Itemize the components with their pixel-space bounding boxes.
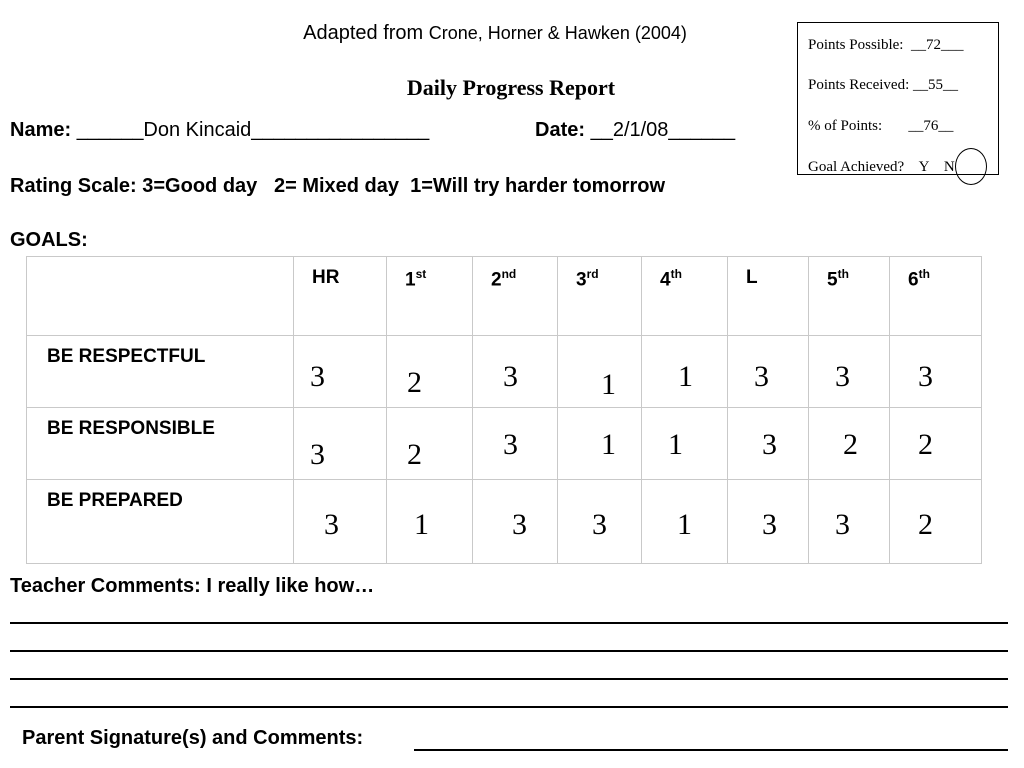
goal-achieved-circle-mark — [955, 148, 987, 185]
goal-label: BE PREPARED — [47, 490, 183, 511]
column-header-text: 3 — [576, 269, 587, 291]
attribution-citation: Crone, Horner & Hawken (2004) — [428, 23, 687, 43]
date-field[interactable] — [535, 119, 735, 142]
comment-line[interactable] — [10, 650, 1008, 652]
score-cell[interactable] — [473, 480, 558, 564]
table-row — [27, 408, 982, 480]
score-cell[interactable] — [294, 336, 387, 408]
score-cell[interactable] — [387, 336, 473, 408]
comment-line[interactable] — [10, 706, 1008, 708]
score-cell[interactable] — [809, 408, 890, 480]
score-cell[interactable] — [558, 480, 642, 564]
score-value: 3 — [762, 508, 777, 541]
score-value: 3 — [324, 508, 339, 541]
score-value: 2 — [918, 428, 933, 461]
score-cell[interactable] — [728, 336, 809, 408]
score-cell[interactable] — [294, 480, 387, 564]
comment-line[interactable] — [10, 622, 1008, 624]
column-header — [660, 267, 682, 291]
score-value: 3 — [310, 438, 325, 471]
score-cell[interactable] — [890, 408, 982, 480]
score-value: 3 — [310, 360, 325, 393]
goals-heading: GOALS: — [10, 229, 88, 251]
goal-achieved: Goal Achieved? Y N — [808, 159, 955, 175]
score-cell[interactable] — [890, 480, 982, 564]
score-cell[interactable] — [558, 336, 642, 408]
column-header-text: 5 — [827, 269, 838, 291]
goal-label: BE RESPONSIBLE — [47, 418, 215, 439]
score-value: 3 — [503, 428, 518, 461]
column-header-text: L — [746, 267, 758, 288]
score-value: 3 — [754, 360, 769, 393]
score-value: 1 — [677, 508, 692, 541]
score-value: 3 — [835, 360, 850, 393]
score-cell[interactable] — [387, 480, 473, 564]
name-value: ______Don Kincaid________________ — [71, 119, 430, 141]
score-cell[interactable] — [728, 480, 809, 564]
column-header-suffix: th — [918, 267, 930, 281]
score-value: 3 — [835, 508, 850, 541]
page-title: Daily Progress Report — [406, 75, 616, 100]
score-value: 1 — [678, 360, 693, 393]
header-empty-cell — [27, 257, 294, 336]
column-header — [746, 267, 758, 289]
score-value: 3 — [503, 360, 518, 393]
column-header — [312, 267, 339, 289]
column-header-text: HR — [312, 267, 340, 288]
column-header-suffix: nd — [501, 267, 517, 281]
score-value: 1 — [414, 508, 429, 541]
parent-signature-label: Parent Signature(s) and Comments: — [22, 727, 364, 749]
points-possible: Points Possible: __72___ — [808, 37, 964, 53]
score-cell[interactable] — [473, 336, 558, 408]
percent-of-points: % of Points: __76__ — [808, 118, 954, 134]
score-value: 3 — [592, 508, 607, 541]
score-cell[interactable] — [809, 480, 890, 564]
score-cell[interactable] — [809, 336, 890, 408]
score-value: 3 — [762, 428, 777, 461]
column-header-suffix: th — [670, 267, 682, 281]
column-header — [908, 267, 930, 291]
column-header — [405, 267, 426, 291]
score-value: 2 — [407, 438, 422, 471]
goals-table — [26, 256, 982, 564]
score-value: 1 — [601, 368, 616, 401]
score-cell[interactable] — [728, 408, 809, 480]
column-header-text: 6 — [908, 269, 919, 291]
score-value: 1 — [668, 428, 683, 461]
column-header — [827, 267, 849, 291]
column-header-suffix: rd — [586, 267, 599, 281]
name-field[interactable] — [10, 119, 429, 142]
name-label: Name: — [10, 119, 72, 141]
parent-signature-line[interactable] — [414, 749, 1008, 751]
table-header-row — [27, 257, 982, 336]
column-header-suffix: st — [415, 267, 427, 281]
goal-label: BE RESPECTFUL — [47, 346, 206, 367]
column-header-suffix: th — [837, 267, 849, 281]
score-cell[interactable] — [473, 408, 558, 480]
table-row — [27, 480, 982, 564]
points-received: Points Received: __55__ — [808, 77, 958, 93]
date-label: Date: — [535, 119, 586, 141]
score-cell[interactable] — [642, 336, 728, 408]
score-cell[interactable] — [558, 408, 642, 480]
teacher-comments-label: Teacher Comments: I really like how… — [10, 575, 375, 597]
score-value: 1 — [601, 428, 616, 461]
score-cell[interactable] — [890, 336, 982, 408]
score-value: 2 — [407, 366, 422, 399]
column-header-text: 2 — [491, 269, 502, 291]
score-value: 3 — [512, 508, 527, 541]
column-header-text: 1 — [405, 269, 416, 291]
score-cell[interactable] — [642, 480, 728, 564]
column-header — [576, 267, 599, 291]
score-cell[interactable] — [387, 408, 473, 480]
score-value: 3 — [918, 360, 933, 393]
score-cell[interactable] — [642, 408, 728, 480]
comment-line[interactable] — [10, 678, 1008, 680]
date-value: __2/1/08______ — [585, 119, 736, 141]
score-value: 2 — [918, 508, 933, 541]
rating-scale: Rating Scale: 3=Good day 2= Mixed day 1=Will try harder tomorrow — [10, 175, 665, 197]
score-value: 2 — [843, 428, 858, 461]
column-header-text: 4 — [660, 269, 671, 291]
column-header — [491, 267, 516, 291]
score-cell[interactable] — [294, 408, 387, 480]
table-row — [27, 336, 982, 408]
attribution-prefix: Adapted from — [303, 22, 429, 44]
